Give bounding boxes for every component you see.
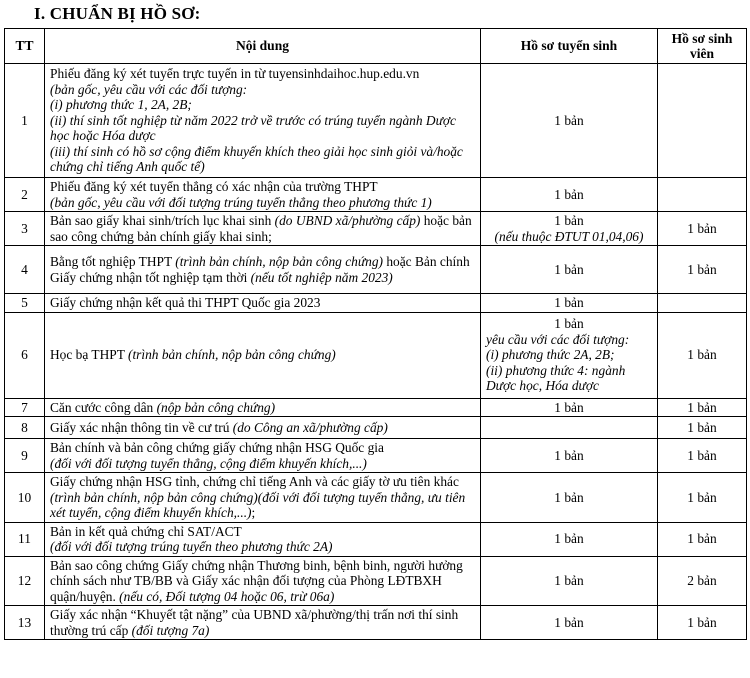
header-tt: TT <box>5 29 45 64</box>
content-italic-text: (bản gốc, yêu cầu với các đối tượng: <box>50 81 248 97</box>
row-content <box>45 417 481 439</box>
row-content <box>45 246 481 294</box>
row-content <box>45 212 481 246</box>
content-italic-text: (đối với đối tượng tuyển thẳng, ưu tiên xét tuyển, cộng điểm khuyến khích,...) <box>50 489 466 520</box>
row-content <box>45 439 481 473</box>
content-text: hoặc Bản chính Giấy chứng nhận tốt nghiệp tạm thời <box>50 254 470 285</box>
admission-copies <box>481 312 658 398</box>
content-italic-text: (bản gốc, yêu cầu với đối tượng trúng tuyển thẳng theo phương thức 1) <box>50 194 432 210</box>
admission-copies <box>481 439 658 473</box>
student-copies: 1 bản <box>658 312 747 398</box>
table-row <box>5 398 747 417</box>
table-row <box>5 64 747 178</box>
student-copies: 1 bản <box>658 398 747 417</box>
row-content <box>45 312 481 398</box>
admission-copies <box>481 64 658 178</box>
content-italic-text: (đối với đối tượng trúng tuyển theo phương thức 2A) <box>50 539 333 554</box>
table-row <box>5 473 747 523</box>
content-text: Phiếu đăng ký xét tuyển thẳng có xác nhận của trường THPT <box>50 179 378 194</box>
admission-count: 1 bản <box>554 112 584 128</box>
row-content <box>45 606 481 640</box>
admission-note: (ii) phương thức 4: ngành Dược học, Hóa dược <box>486 362 626 394</box>
content-text: Bằng tốt nghiệp THPT <box>50 254 176 269</box>
row-content <box>45 178 481 212</box>
content-italic-text: (trình bản chính, nộp bản công chứng) <box>175 254 383 269</box>
content-text: Bản in kết quả chứng chỉ SAT/ACT <box>50 523 242 539</box>
content-text: Giấy xác nhận thông tin về cư trú <box>50 419 233 435</box>
admission-copies <box>481 212 658 246</box>
row-content <box>45 473 481 523</box>
header-admission: Hồ sơ tuyển sinh <box>481 29 658 64</box>
admission-count: 1 bản <box>554 399 584 415</box>
admission-count: 1 bản <box>554 186 584 202</box>
content-text: Bản sao giấy khai sinh/trích lục khai sinh <box>50 213 275 228</box>
content-italic-text: (trình bản chính, nộp bản công chứng) <box>50 489 258 505</box>
content-text: Giấy xác nhận “Khuyết tật nặng” của UBND xã/phường/thị trấn nơi thí sinh thường trú cấp <box>50 607 459 638</box>
content-text: Giấy chứng nhận kết quả thi THPT Quốc gia 2023 <box>50 295 321 310</box>
row-number: 5 <box>5 294 45 313</box>
student-copies <box>658 178 747 212</box>
table-body <box>5 64 747 640</box>
table-row <box>5 556 747 606</box>
student-copies: 1 bản <box>658 606 747 640</box>
content-italic-text: (nếu tốt nghiệp năm 2023) <box>250 269 393 285</box>
row-number: 4 <box>5 246 45 294</box>
content-italic-text: (do UBND xã/phường cấp) <box>274 213 421 228</box>
table-row <box>5 417 747 439</box>
admission-count: 1 bản <box>554 261 584 277</box>
content-italic-text: (đối với đối tượng tuyển thẳng, cộng điểm khuyến khích,...) <box>50 455 367 471</box>
student-copies: 1 bản <box>658 522 747 556</box>
content-text: Giấy chứng nhận HSG tỉnh, chứng chỉ tiếng Anh và các giấy tờ ưu tiên khác <box>50 474 459 489</box>
admission-copies <box>481 522 658 556</box>
content-text: Bản chính và bản công chứng giấy chứng nhận HSG Quốc gia <box>50 440 384 455</box>
header-student: Hồ sơ sinh viên <box>658 29 747 64</box>
table-row <box>5 606 747 640</box>
admission-note: yêu cầu với các đối tượng: <box>486 331 630 347</box>
admission-note: (nếu thuộc ĐTUT 01,04,06) <box>494 228 644 244</box>
admission-copies <box>481 246 658 294</box>
section-heading: I. CHUẨN BỊ HỒ SƠ: <box>34 4 201 23</box>
row-number: 2 <box>5 178 45 212</box>
content-text: Bản sao công chứng Giấy chứng nhận Thương binh, bệnh binh, người hưởng chính sách như TB/BB và Giấy xác nhận đối tượng của Phòng LĐTBXH quận/huyện. <box>50 557 463 604</box>
content-italic-text: (i) phương thức 1, 2A, 2B; <box>50 97 192 113</box>
content-italic-text: (iii) thí sinh có hồ sơ cộng điểm khuyến khích theo giải học sinh giỏi và/hoặc chứng chỉ tiếng Anh quốc tế) <box>50 143 463 175</box>
table-row <box>5 312 747 398</box>
student-copies <box>658 294 747 313</box>
content-italic-text: (đối tượng 7a) <box>131 622 210 638</box>
row-content <box>45 398 481 417</box>
admission-count: 1 bản <box>554 573 584 588</box>
admission-count: 1 bản <box>554 614 584 630</box>
admission-copies <box>481 606 658 640</box>
student-copies: 1 bản <box>658 212 747 246</box>
table-row <box>5 294 747 313</box>
row-number: 1 <box>5 64 45 178</box>
content-italic-text: (trình bản chính, nộp bản công chứng) <box>127 347 336 363</box>
admission-copies <box>481 398 658 417</box>
admission-count: 1 bản <box>554 316 584 332</box>
admission-copies <box>481 417 658 439</box>
content-italic-text: (nếu có, Đối tượng 04 hoặc 06, trừ 06a) <box>119 588 335 604</box>
row-content <box>45 294 481 313</box>
row-number: 10 <box>5 473 45 523</box>
row-number: 11 <box>5 522 45 556</box>
content-text: Căn cước công dân <box>50 399 157 415</box>
row-number: 12 <box>5 556 45 606</box>
row-number: 8 <box>5 417 45 439</box>
row-content <box>45 64 481 178</box>
table-row <box>5 212 747 246</box>
row-number: 9 <box>5 439 45 473</box>
row-content <box>45 556 481 606</box>
admission-count: 1 bản <box>554 447 584 463</box>
row-content <box>45 522 481 556</box>
content-italic-text: (do Công an xã/phường cấp) <box>232 419 388 435</box>
table-row <box>5 178 747 212</box>
row-number: 6 <box>5 312 45 398</box>
admission-copies <box>481 473 658 523</box>
admission-count: 1 bản <box>554 213 584 228</box>
student-copies: 2 bản <box>658 556 747 606</box>
content-text: ; <box>251 505 256 520</box>
admission-copies <box>481 178 658 212</box>
student-copies: 1 bản <box>658 439 747 473</box>
admission-copies <box>481 556 658 606</box>
table-header-row <box>5 29 747 64</box>
student-copies: 1 bản <box>658 473 747 523</box>
admission-count: 1 bản <box>554 531 584 547</box>
admission-note: (i) phương thức 2A, 2B; <box>486 347 615 363</box>
student-copies: 1 bản <box>658 246 747 294</box>
table-row <box>5 439 747 473</box>
row-number: 7 <box>5 398 45 417</box>
content-text: hoặc bản sao công chứng bản chính giấy khai sinh; <box>50 213 472 244</box>
student-copies <box>658 64 747 178</box>
content-text: Phiếu đăng ký xét tuyển trực tuyến in từ tuyensinhdaihoc.hup.edu.vn <box>50 66 420 82</box>
documents-table <box>4 28 747 640</box>
content-italic-text: (nộp bản công chứng) <box>156 399 276 415</box>
admission-count: 1 bản <box>554 295 584 310</box>
content-italic-text: (ii) thí sinh tốt nghiệp từ năm 2022 trở về trước có trúng tuyển ngành Dược học hoặc Hóa dược <box>50 112 456 144</box>
table-row <box>5 522 747 556</box>
table-row <box>5 246 747 294</box>
student-copies: 1 bản <box>658 417 747 439</box>
header-content: Nội dung <box>45 29 481 64</box>
admission-copies <box>481 294 658 313</box>
row-number: 13 <box>5 606 45 640</box>
row-number: 3 <box>5 212 45 246</box>
content-text: Học bạ THPT <box>50 347 128 363</box>
admission-count: 1 bản <box>554 489 584 505</box>
